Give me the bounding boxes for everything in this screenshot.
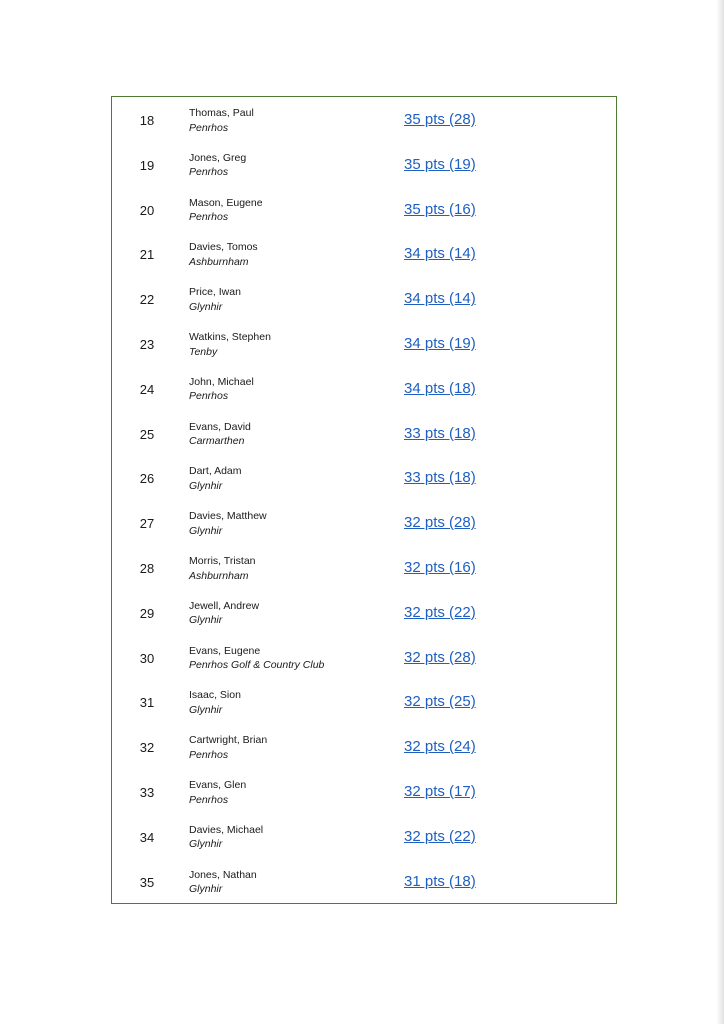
score-link[interactable]: 35 pts (16) bbox=[404, 200, 476, 218]
position-number: 23 bbox=[139, 337, 155, 352]
table-row bbox=[112, 590, 616, 635]
position-number: 33 bbox=[139, 785, 155, 800]
player-name: Isaac, Sion bbox=[189, 689, 241, 702]
player-info bbox=[189, 464, 242, 493]
player-info bbox=[189, 599, 259, 628]
position-number: 30 bbox=[139, 650, 155, 666]
results-table bbox=[111, 96, 617, 904]
score-link[interactable]: 32 pts (25) bbox=[404, 693, 476, 711]
player-name: Jones, Nathan bbox=[189, 868, 257, 881]
position-number: 20 bbox=[139, 202, 155, 218]
score-link[interactable]: 34 pts (19) bbox=[404, 335, 476, 352]
position-number: 22 bbox=[139, 292, 155, 308]
player-info bbox=[189, 420, 251, 449]
table-row bbox=[112, 187, 616, 232]
position-number: 26 bbox=[139, 471, 155, 487]
table-row bbox=[112, 635, 616, 680]
score-link[interactable]: 35 pts (19) bbox=[404, 155, 476, 173]
player-club: Tenby bbox=[189, 345, 218, 358]
table-row bbox=[112, 545, 616, 590]
position-number: 35 bbox=[139, 874, 155, 890]
player-name: Thomas, Paul bbox=[189, 107, 254, 119]
player-club: Penrhos Golf & Country Club bbox=[189, 659, 325, 672]
position-number: 25 bbox=[139, 426, 155, 442]
player-club: Glynhir bbox=[189, 703, 223, 716]
table-row bbox=[112, 276, 616, 321]
player-club: Glynhir bbox=[189, 883, 223, 896]
player-club: Ashburnham bbox=[189, 255, 249, 268]
player-club: Penrhos bbox=[189, 748, 229, 761]
player-name: Jones, Greg bbox=[189, 151, 247, 164]
player-info bbox=[189, 509, 267, 538]
score-link[interactable]: 34 pts (14) bbox=[404, 290, 476, 308]
position-number: 19 bbox=[139, 157, 155, 173]
player-club: Glynhir bbox=[189, 524, 223, 537]
score-link[interactable]: 35 pts (28) bbox=[404, 111, 476, 128]
table-row bbox=[112, 455, 616, 500]
table-row bbox=[112, 231, 616, 276]
position-number: 27 bbox=[139, 516, 155, 532]
player-club: Penrhos bbox=[189, 390, 229, 403]
player-name: Morris, Tristan bbox=[189, 555, 256, 567]
table-row bbox=[112, 769, 616, 814]
player-name: Cartwright, Brian bbox=[189, 734, 268, 747]
table-row bbox=[112, 724, 616, 769]
player-club: Glynhir bbox=[189, 838, 223, 851]
player-name: Watkins, Stephen bbox=[189, 331, 271, 343]
score-link[interactable]: 32 pts (22) bbox=[404, 603, 476, 621]
table-row bbox=[112, 97, 616, 142]
player-club: Penrhos bbox=[189, 166, 229, 179]
score-link[interactable]: 32 pts (16) bbox=[404, 559, 476, 576]
player-name: Davies, Matthew bbox=[189, 510, 267, 523]
player-name: Evans, David bbox=[189, 420, 251, 433]
player-club: Penrhos bbox=[189, 121, 229, 134]
position-number: 18 bbox=[139, 113, 155, 128]
score-link[interactable]: 32 pts (17) bbox=[404, 783, 476, 800]
player-info bbox=[189, 106, 254, 135]
player-name: Mason, Eugene bbox=[189, 196, 263, 209]
player-info bbox=[189, 778, 246, 807]
player-name: Evans, Glen bbox=[189, 779, 247, 791]
table-row bbox=[112, 814, 616, 859]
table-row bbox=[112, 411, 616, 456]
player-name: Price, Iwan bbox=[189, 286, 241, 299]
player-info bbox=[189, 733, 267, 762]
player-info bbox=[189, 644, 324, 673]
player-name: Davies, Michael bbox=[189, 823, 264, 836]
score-link[interactable]: 32 pts (22) bbox=[404, 827, 476, 845]
player-info bbox=[189, 151, 246, 180]
position-number: 24 bbox=[139, 381, 155, 397]
player-info bbox=[189, 375, 254, 404]
player-info bbox=[189, 823, 263, 852]
score-link[interactable]: 34 pts (18) bbox=[404, 379, 476, 397]
table-row bbox=[112, 321, 616, 366]
table-row bbox=[112, 500, 616, 545]
player-name: Evans, Eugene bbox=[189, 644, 261, 657]
score-link[interactable]: 31 pts (18) bbox=[404, 872, 476, 890]
table-row bbox=[112, 366, 616, 411]
table-row bbox=[112, 679, 616, 724]
score-link[interactable]: 32 pts (28) bbox=[404, 514, 476, 532]
score-link[interactable]: 32 pts (28) bbox=[404, 648, 476, 666]
player-name: Davies, Tomos bbox=[189, 241, 258, 254]
position-number: 32 bbox=[139, 740, 155, 756]
player-club: Carmarthen bbox=[189, 435, 245, 448]
player-info bbox=[189, 196, 263, 225]
player-club: Ashburnham bbox=[189, 569, 249, 582]
player-club: Penrhos bbox=[189, 793, 229, 806]
player-name: Dart, Adam bbox=[189, 465, 242, 478]
player-info bbox=[189, 330, 271, 359]
score-link[interactable]: 33 pts (18) bbox=[404, 469, 476, 487]
player-info bbox=[189, 285, 241, 314]
position-number: 29 bbox=[139, 605, 155, 621]
score-link[interactable]: 34 pts (14) bbox=[404, 245, 476, 263]
position-number: 28 bbox=[139, 561, 155, 576]
player-name: Jewell, Andrew bbox=[189, 599, 260, 612]
score-link[interactable]: 33 pts (18) bbox=[404, 424, 476, 442]
player-name: John, Michael bbox=[189, 375, 254, 388]
page-edge-shadow bbox=[716, 0, 724, 1024]
player-info bbox=[189, 554, 256, 583]
table-row bbox=[112, 859, 616, 904]
player-club: Penrhos bbox=[189, 211, 229, 224]
table-row bbox=[112, 142, 616, 187]
player-info bbox=[189, 868, 257, 897]
position-number: 31 bbox=[139, 695, 155, 711]
score-link[interactable]: 32 pts (24) bbox=[404, 738, 476, 756]
player-club: Glynhir bbox=[189, 479, 223, 492]
player-club: Glynhir bbox=[189, 614, 223, 627]
player-info bbox=[189, 688, 241, 717]
position-number: 21 bbox=[139, 247, 155, 263]
player-club: Glynhir bbox=[189, 300, 223, 313]
player-info bbox=[189, 240, 258, 269]
position-number: 34 bbox=[139, 829, 155, 845]
